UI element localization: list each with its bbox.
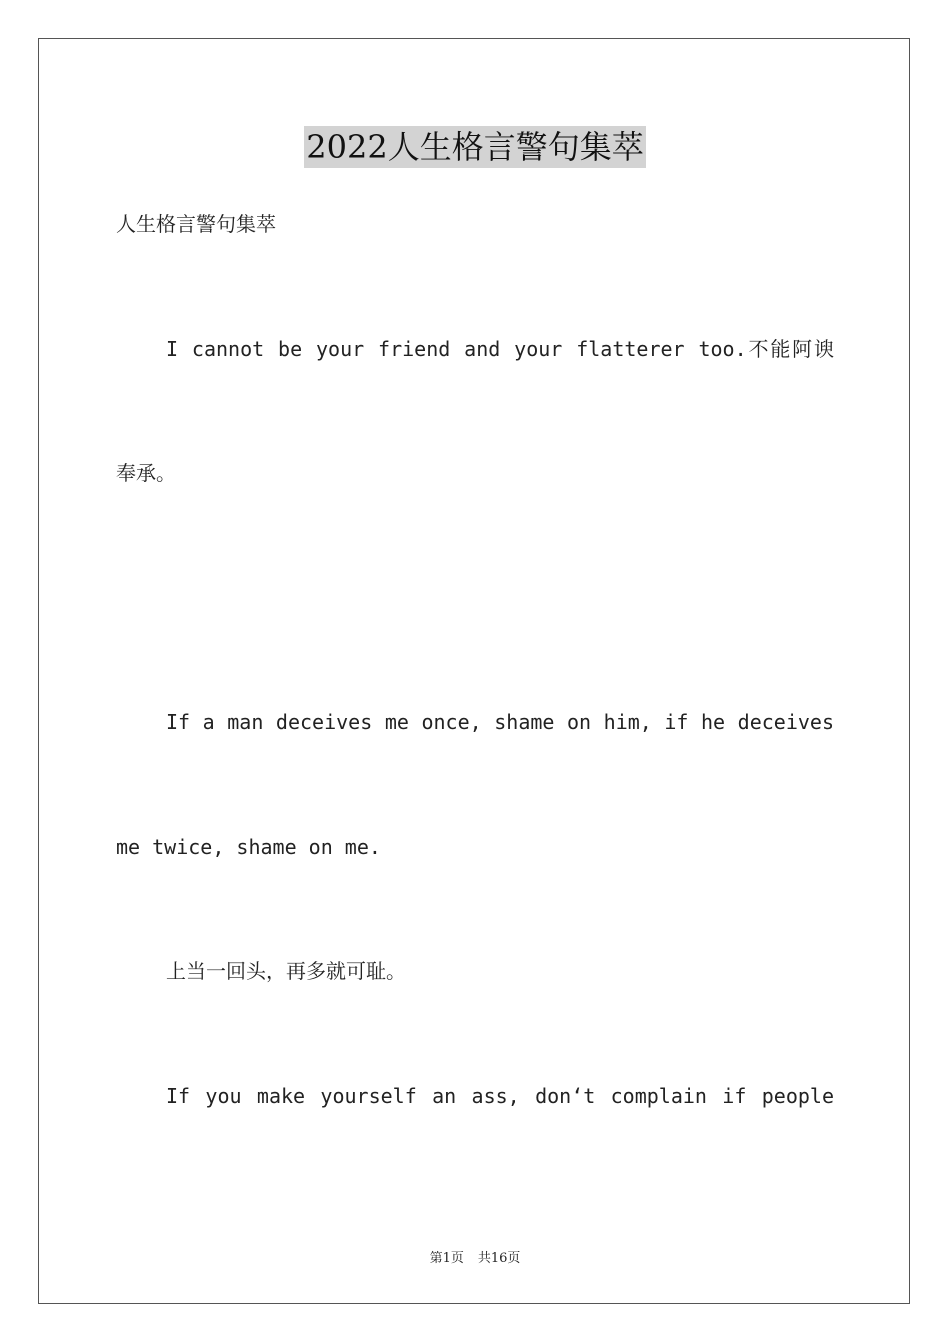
paragraph-line-5: 上当一回头，再多就可耻。 [166,959,406,983]
paragraph-line-4: me twice, shame on me. [116,835,381,859]
paragraph-line-1: I cannot be your friend and your flatterer too.不能阿谀 [166,337,834,361]
page-number: 第1页 [429,1251,464,1266]
page-footer [0,1247,950,1266]
title-container [0,126,950,168]
paragraph-line-6: If you make yourself an ass, don‘t complain if people [166,1084,834,1108]
document-subtitle: 人生格言警句集萃 [116,212,276,236]
paragraph-line-2: 奉承。 [116,461,176,485]
paragraph-line-3: If a man deceives me once, shame on him, if he deceives [166,710,834,734]
document-title: 2022人生格言警句集萃 [306,128,644,166]
page-total: 共16页 [477,1251,521,1266]
